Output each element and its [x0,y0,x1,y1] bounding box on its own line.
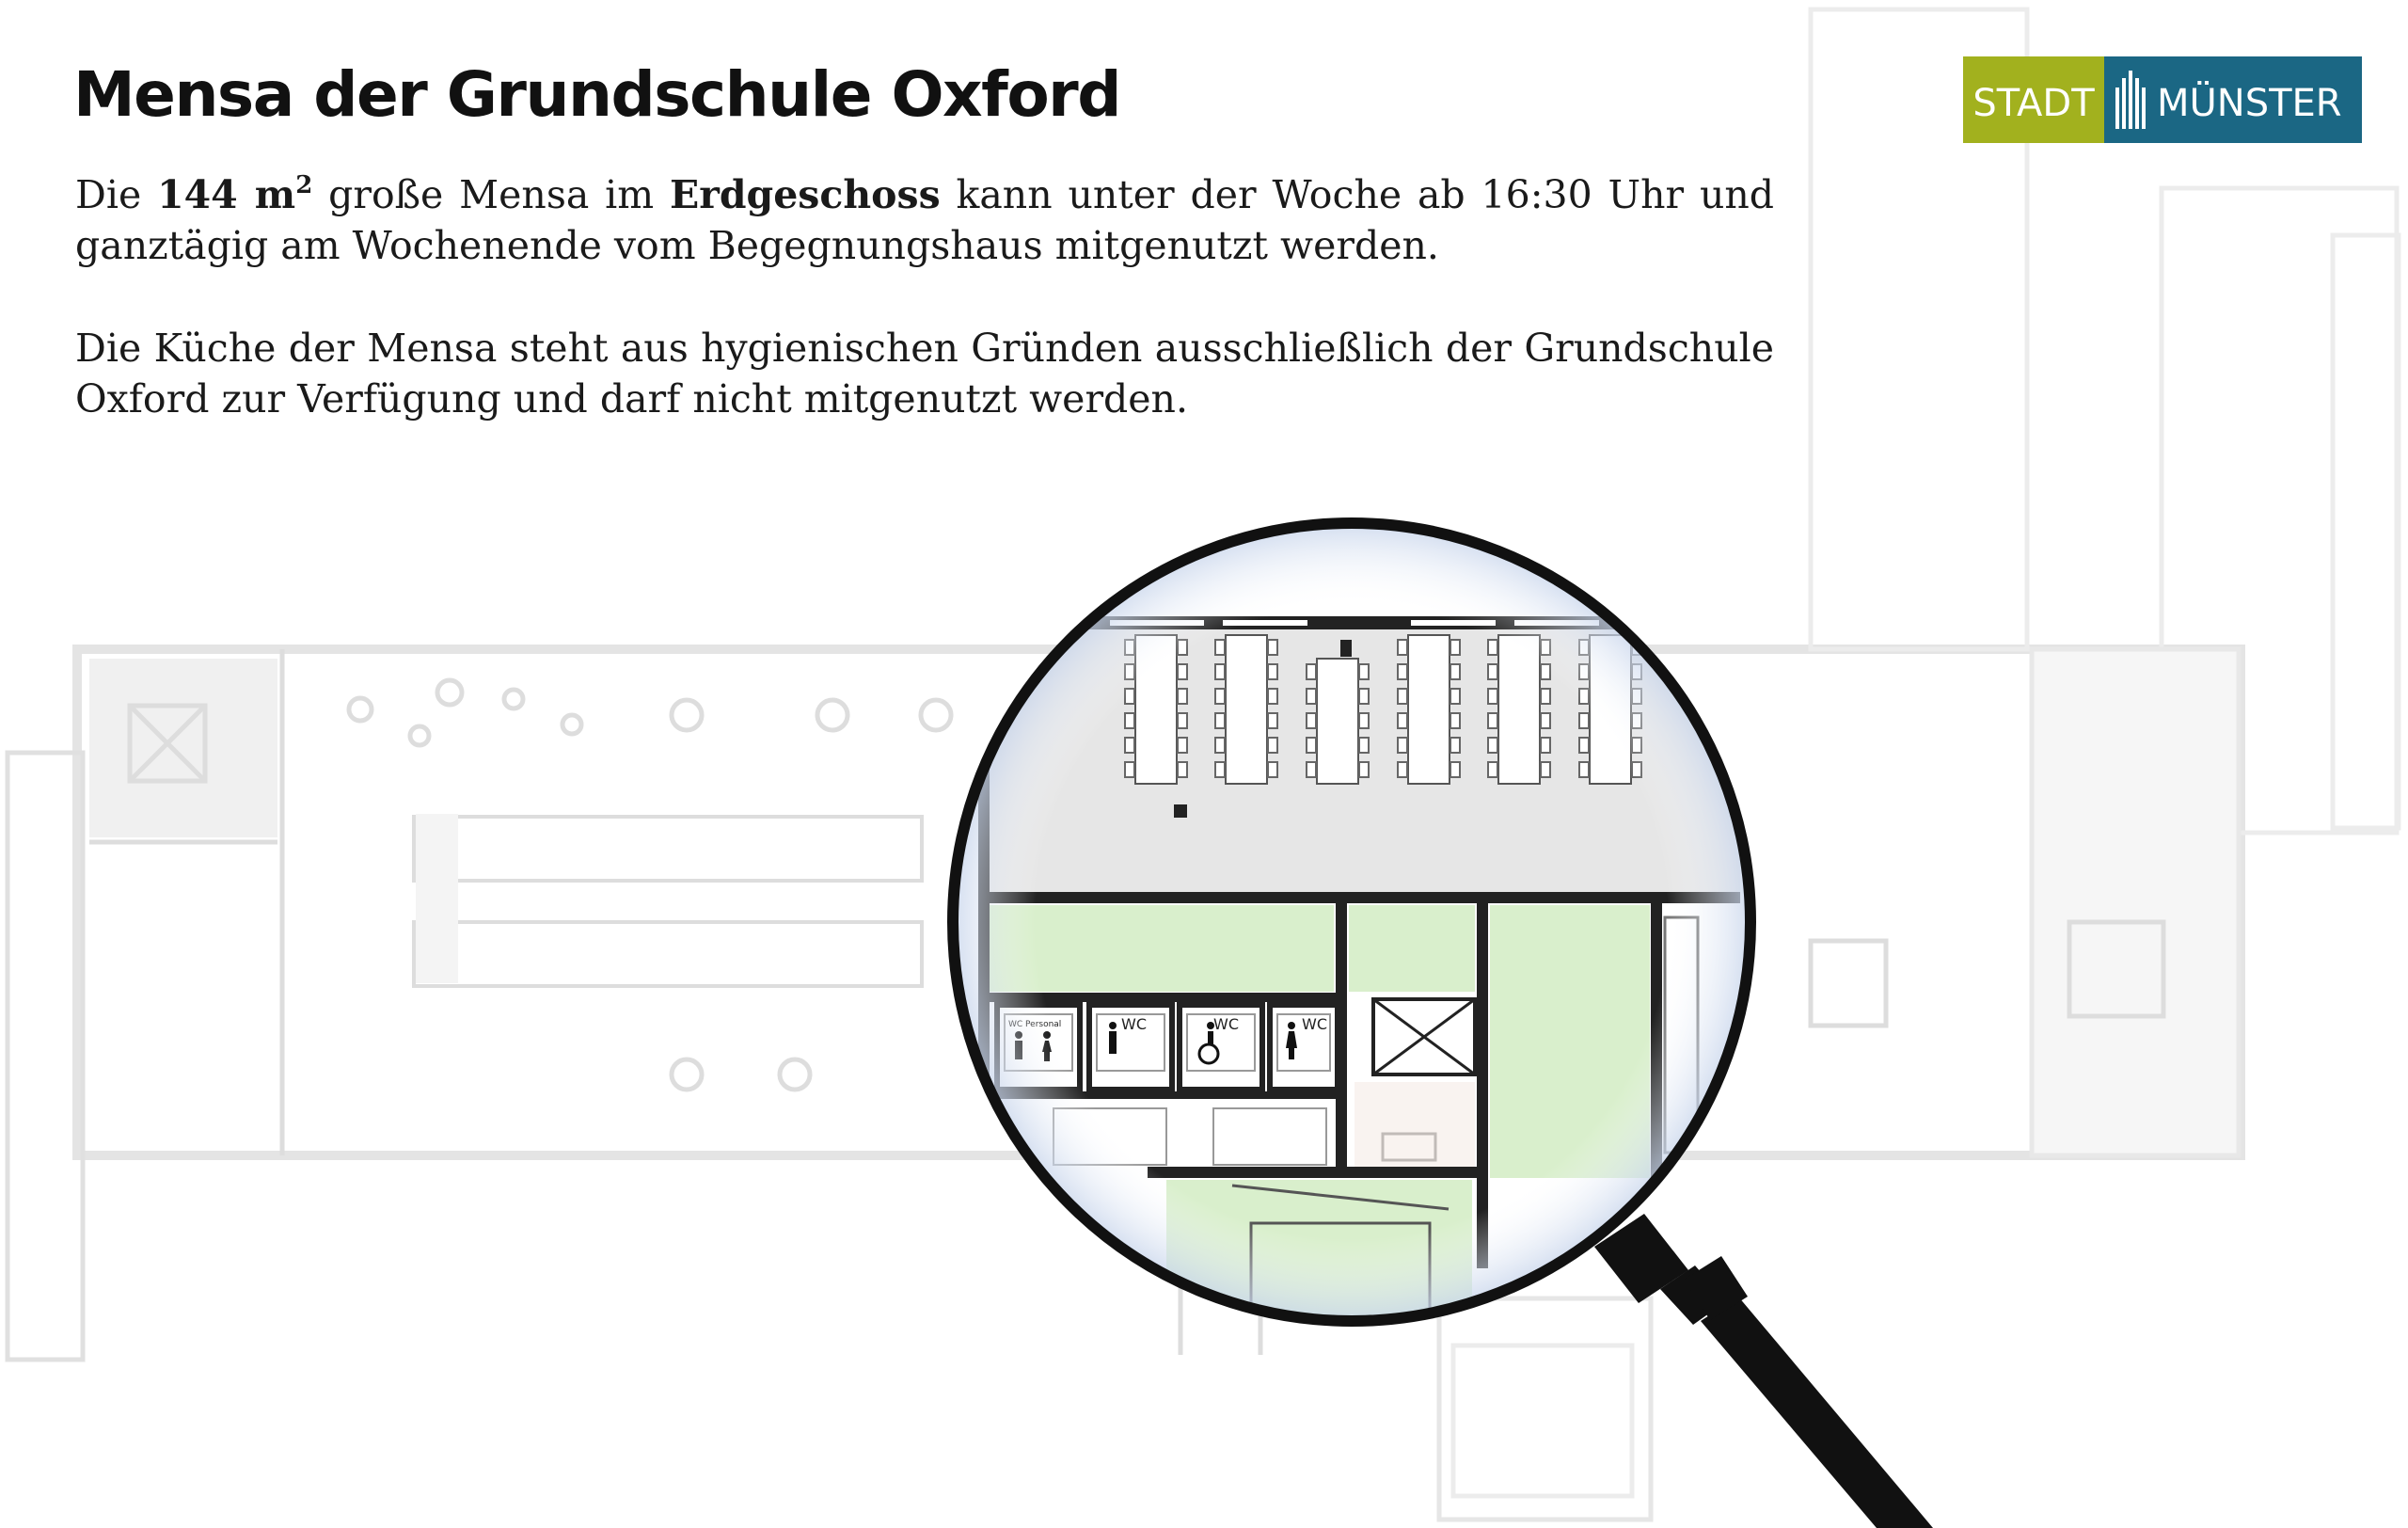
logo-muenster: MÜNSTER [2157,82,2342,125]
para1-text-1: Die [75,172,158,217]
page-title: Mensa der Grundschule Oxford [73,58,1120,131]
organ-pipes-icon [2114,71,2147,129]
description-paragraph [75,169,1774,271]
para1-text-2: große Mensa im [312,172,671,217]
para1-text-3: kann unter der Woche ab 16:30 Uhr und ganztägig am Wochenende vom Begegnungshaus mitgenutzt werden. [75,172,1775,268]
kitchen-note-paragraph: Die Küche der Mensa steht aus hygienischen Gründen ausschließlich der Grundschule Oxford zur Verfügung und darf nicht mitgenutzt werden. [75,326,1774,422]
mensa-area [157,172,312,217]
area-unit-sup: 2 [295,171,313,199]
logo-stadt: STADT [1963,56,2104,143]
floor-name: Erdgeschoss [670,172,941,217]
stadt-muenster-logo [1963,56,2362,143]
area-value: 144 m [157,172,296,217]
